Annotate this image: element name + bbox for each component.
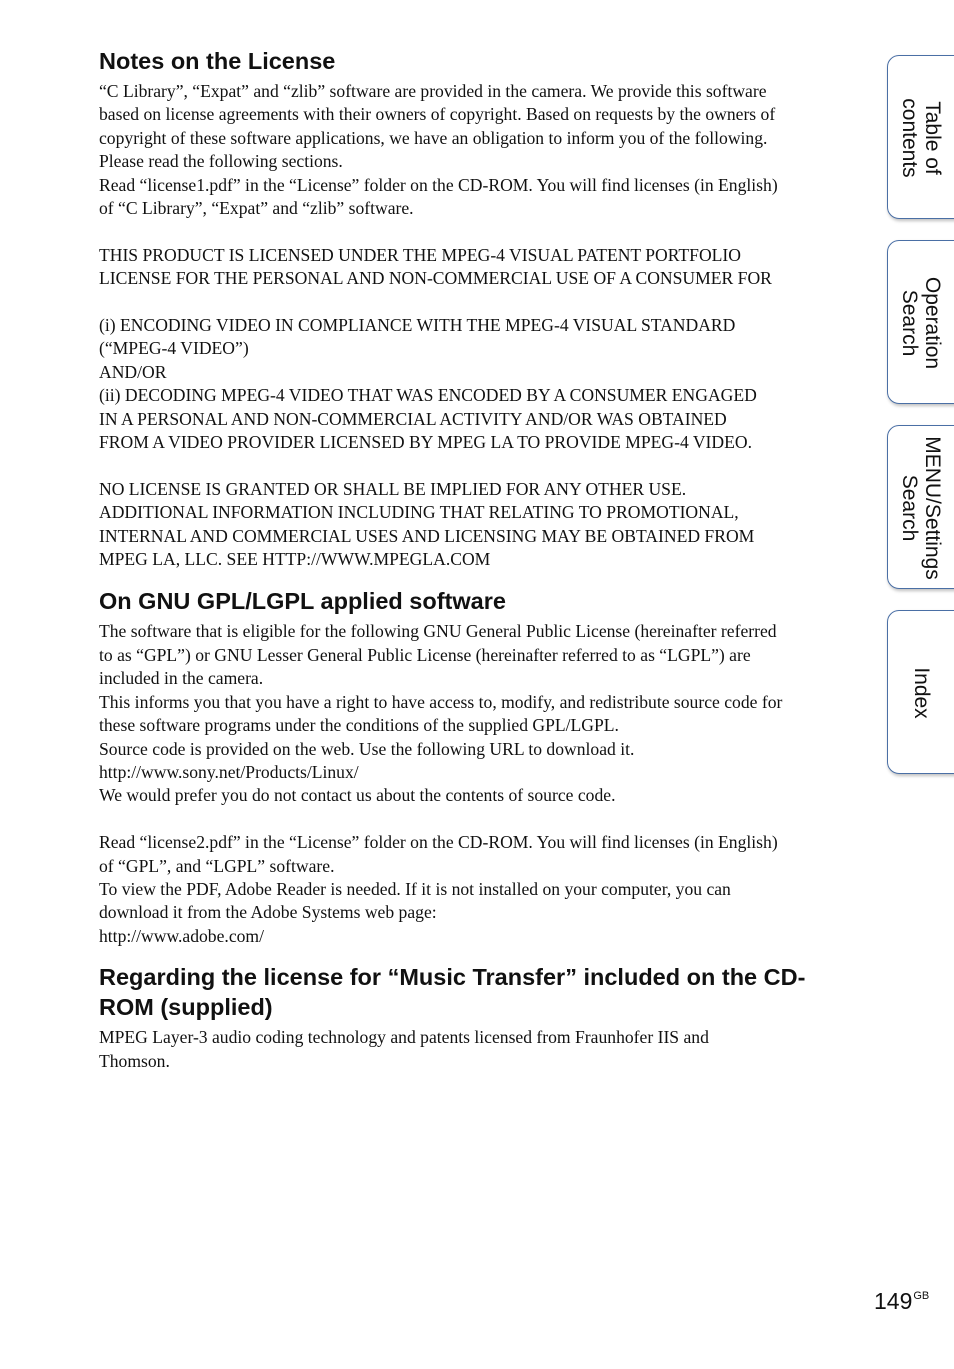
tab-label (888, 241, 954, 405)
tab-label-line: contents (898, 98, 922, 178)
text-line: NO LICENSE IS GRANTED OR SHALL BE IMPLIED FOR ANY OTHER USE. (99, 478, 687, 499)
blank-line (99, 808, 851, 831)
text-line: (ii) DECODING MPEG-4 VIDEO THAT WAS ENCODED BY A CONSUMER ENGAGED (99, 385, 757, 406)
tab-menu-settings-search[interactable] (887, 425, 954, 589)
document-body (99, 46, 851, 1073)
tab-label-line: Search (898, 474, 922, 542)
page-number-value: 149 (874, 1288, 913, 1314)
text-line: We would prefer you do not contact us about the contents of source code. (99, 785, 616, 806)
text-line: to as “GPL”) or GNU Lesser General Public License (hereinafter referred to as “LGPL”) are (99, 644, 751, 665)
section-heading: On GNU GPL/LGPL applied software (99, 588, 506, 615)
tab-label-line: Table of (921, 101, 945, 175)
blank-line (99, 291, 851, 314)
section-notes-on-license (99, 46, 851, 571)
text-line: Read “license1.pdf” in the “License” folder on the CD-ROM. You will find licenses (in English) (99, 174, 778, 195)
tab-operation-search[interactable] (887, 240, 954, 404)
tab-label-line: Search (898, 289, 922, 357)
text-line: (“MPEG-4 VIDEO”) (99, 338, 249, 359)
text-line: Thomson. (99, 1050, 170, 1071)
text-line: of “GPL”, and “LGPL” software. (99, 855, 335, 876)
sony-linux-url[interactable]: http://www.sony.net/Products/Linux/ (99, 761, 359, 782)
tab-label (888, 611, 954, 775)
text-line: Read “license2.pdf” in the “License” folder on the CD-ROM. You will find licenses (in English) (99, 832, 778, 853)
text-line: FROM A VIDEO PROVIDER LICENSED BY MPEG LA TO PROVIDE MPEG-4 VIDEO. (99, 432, 752, 453)
text-line: AND/OR (99, 361, 167, 382)
section-heading: Regarding the license for “Music Transfer” included on the CD-ROM (supplied) (99, 964, 806, 1021)
tab-label (888, 426, 954, 590)
text-line: these software programs under the conditions of the supplied GPL/LGPL. (99, 715, 619, 736)
page-number-suffix: GB (913, 1290, 930, 1302)
tab-label-line: Operation (921, 276, 945, 370)
section-text (99, 620, 851, 948)
text-line: (i) ENCODING VIDEO IN COMPLIANCE WITH THE MPEG-4 VISUAL STANDARD (99, 315, 736, 336)
text-line: of “C Library”, “Expat” and “zlib” software. (99, 198, 414, 219)
text-line: MPEG Layer-3 audio coding technology and patents licensed from Fraunhofer IIS and (99, 1027, 709, 1048)
text-line: IN A PERSONAL AND NON-COMMERCIAL ACTIVITY AND/OR WAS OBTAINED (99, 408, 727, 429)
text-line: ADDITIONAL INFORMATION INCLUDING THAT RELATING TO PROMOTIONAL, (99, 502, 739, 523)
section-heading: Notes on the License (99, 48, 336, 74)
text-line: “C Library”, “Expat” and “zlib” software are provided in the camera. We provide this software (99, 81, 767, 101)
section-music-transfer-license (99, 962, 851, 1073)
text-line: INTERNAL AND COMMERCIAL USES AND LICENSING MAY BE OBTAINED FROM (99, 525, 755, 546)
section-text (99, 1026, 851, 1073)
text-line: LICENSE FOR THE PERSONAL AND NON-COMMERCIAL USE OF A CONSUMER FOR (99, 268, 772, 289)
text-line: Source code is provided on the web. Use the following URL to download it. (99, 738, 635, 759)
blank-line (99, 454, 851, 477)
text-line: Please read the following sections. (99, 151, 343, 172)
text-line: download it from the Adobe Systems web page: (99, 902, 437, 923)
text-line: To view the PDF, Adobe Reader is needed. If it is not installed on your computer, you can (99, 878, 731, 899)
text-line: copyright of these software applications, we have an obligation to inform you of the following. (99, 127, 768, 148)
tab-table-of-contents[interactable] (887, 55, 954, 219)
section-text (99, 80, 851, 571)
text-line: based on license agreements with their owners of copyright. Based on requests by the owners of (99, 104, 776, 125)
tab-label (888, 56, 954, 220)
tab-index[interactable] (887, 610, 954, 774)
page-number (874, 1288, 929, 1315)
tab-label-line: MENU/Settings (921, 436, 945, 580)
adobe-url[interactable]: http://www.adobe.com/ (99, 925, 264, 946)
text-line: This informs you that you have a right to have access to, modify, and redistribute source code for (99, 691, 783, 712)
tab-label-line: Index (910, 667, 933, 719)
text-line: The software that is eligible for the following GNU General Public License (hereinafter referred (99, 621, 777, 642)
text-line: MPEG LA, LLC. SEE HTTP://WWW.MPEGLA.COM (99, 549, 491, 570)
text-line: THIS PRODUCT IS LICENSED UNDER THE MPEG-4 VISUAL PATENT PORTFOLIO (99, 244, 741, 265)
blank-line (99, 220, 851, 243)
text-line: included in the camera. (99, 668, 264, 689)
section-gnu-gpl-lgpl (99, 586, 851, 948)
